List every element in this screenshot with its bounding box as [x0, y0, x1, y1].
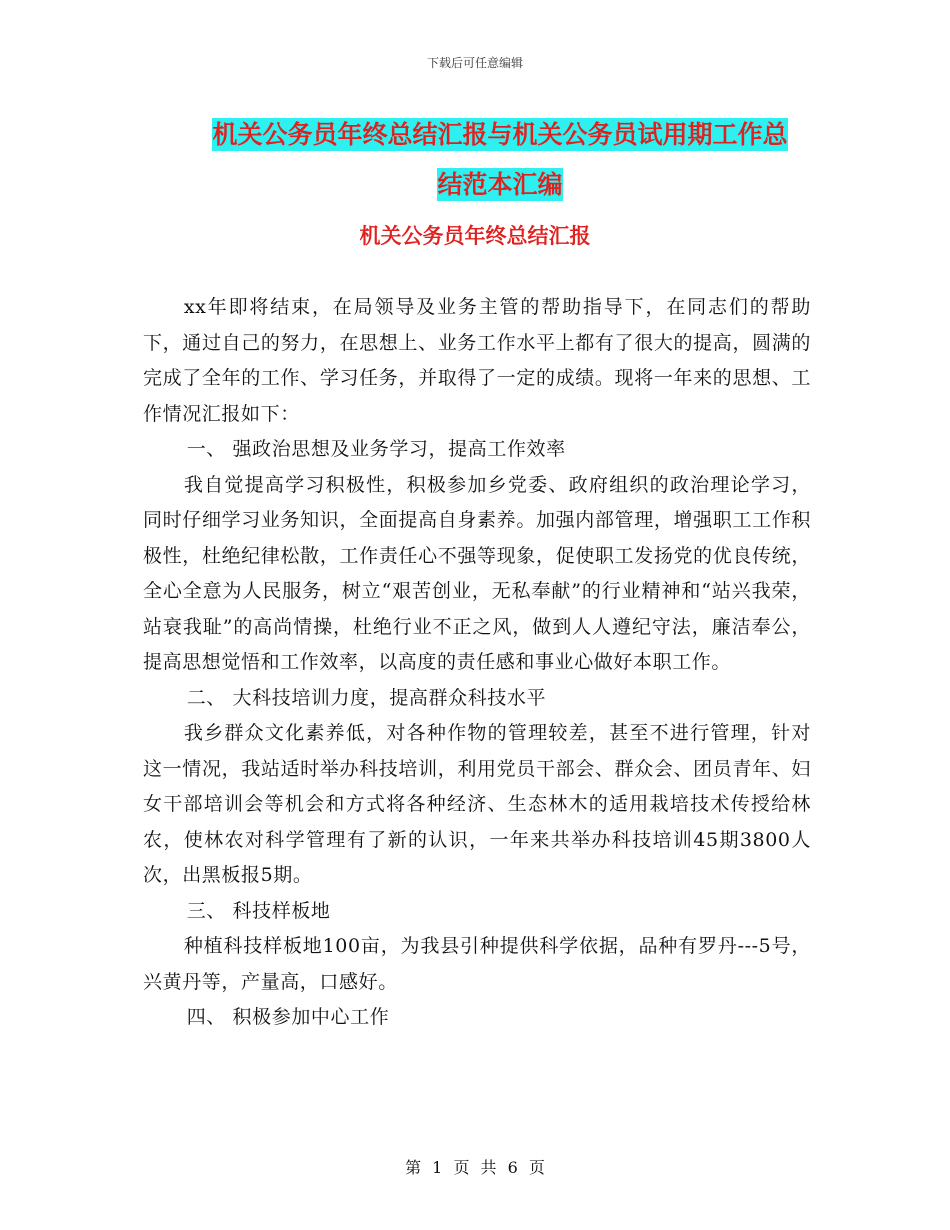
header-note: 下载后可任意编辑 — [426, 56, 523, 70]
paragraph-section-1: 我自觉提高学习积极性，积极参加乡党委、政府组织的政治理论学习，同时仔细学习业务知识，全面提高自身素养。加强内部管理，增强职工工作积极性，杜绝纪律松散，工作责任心不强等现象，促使职工发扬党的优良传统，全心全意为人民服务，树立“艰苦创业，无私奉献”的行业精神和“站兴我荣，站衰我耻”的高尚情操，杜绝行业不正之风，做到人人遵纪守法，廉洁奉公，提高思想觉悟和工作效率，以高度的责任感和事业心做好本职工作。 — [143, 473, 811, 673]
section-title: 机关公务员年终总结汇报 — [359, 223, 591, 248]
page-footer: 第 1 页 共 6 页 — [405, 1158, 545, 1177]
heading-section-3: 三、 科技样板地 — [186, 899, 331, 922]
document-title-line-1: 机关公务员年终总结汇报与机关公务员试用期工作总 — [212, 120, 788, 149]
heading-section-4: 四、 积极参加中心工作 — [186, 1006, 390, 1028]
document-body — [143, 290, 811, 1036]
document-title-line-2: 结范本汇编 — [437, 170, 563, 199]
heading-section-1: 一、 强政治思想及业务学习，提高工作效率 — [186, 438, 566, 460]
document-title — [120, 110, 880, 210]
paragraph-section-2: 我乡群众文化素养低，对各种作物的管理较差，甚至不进行管理，针对这一情况，我站适时举办科技培训，利用党员干部会、群众会、团员青年、妇女干部培训会等机会和方式将各种经济、生态林木的适用栽培技术传授给林农，使林农对科学管理有了新的认识，一年来共举办科技培训45期3800人次，出黑板报5期。 — [143, 722, 811, 886]
paragraph-section-3: 种植科技样板地100亩，为我县引种提供科学依据，品种有罗丹---5号，兴黄丹等，产量高，口感好。 — [143, 935, 811, 993]
paragraph-intro: xx年即将结束，在局领导及业务主管的帮助指导下，在同志们的帮助下，通过自己的努力，在思想上、业务工作水平上都有了很大的提高，圆满的完成了全年的工作、学习任务，并取得了一定的成绩。现将一年来的思想、工作情况汇报如下： — [143, 296, 811, 425]
heading-section-2: 二、 大科技培训力度，提高群众科技水平 — [186, 686, 547, 709]
